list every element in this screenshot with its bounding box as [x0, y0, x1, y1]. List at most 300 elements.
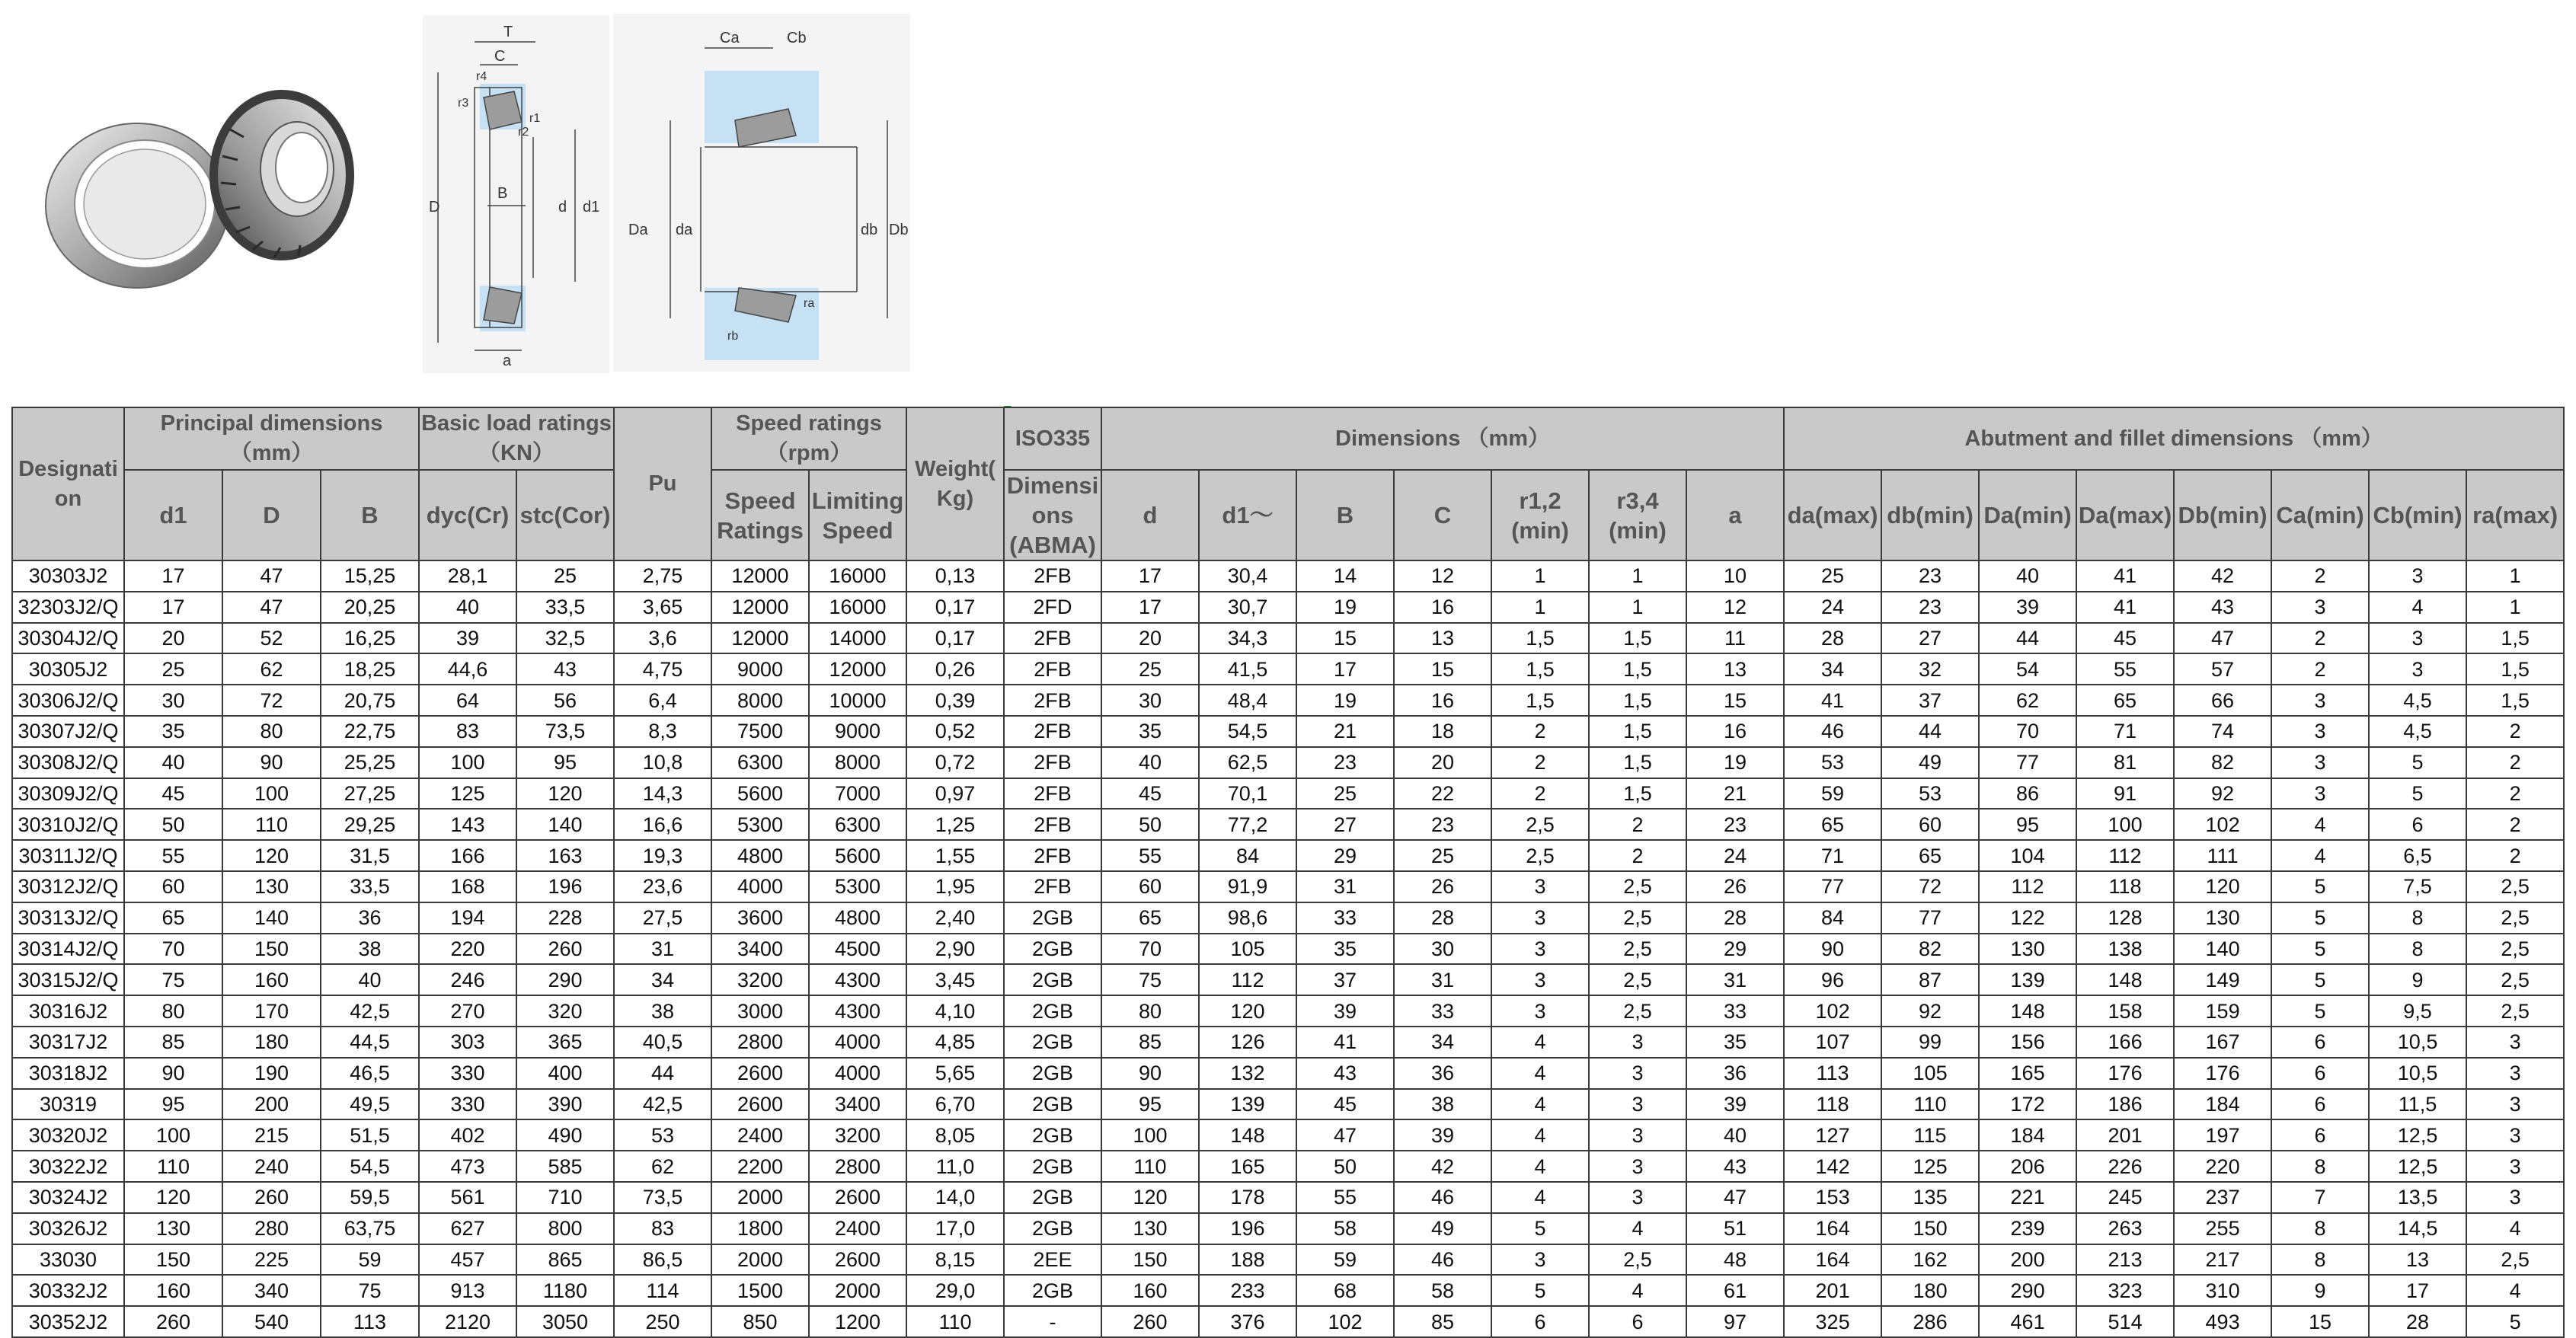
table-cell: 53: [1784, 747, 1881, 778]
table-cell: 2,5: [1589, 995, 1686, 1027]
table-cell: 18,25: [321, 653, 419, 685]
table-cell: 2FB: [1004, 653, 1101, 685]
table-cell: 4500: [809, 934, 906, 965]
table-cell: 2GB: [1004, 964, 1101, 995]
table-cell: 44,5: [321, 1027, 419, 1058]
table-cell: 29: [1686, 934, 1784, 965]
table-cell: 45: [1101, 778, 1199, 810]
table-row: [12, 995, 2564, 1027]
table-cell: 150: [222, 934, 321, 965]
table-cell: 80: [1101, 995, 1199, 1027]
table-cell: 5: [2369, 747, 2466, 778]
table-cell: 40: [419, 592, 516, 623]
table-cell: 77,2: [1199, 809, 1296, 840]
table-cell: 70: [1101, 934, 1199, 965]
table-cell: 35: [1686, 1027, 1784, 1058]
table-cell: 100: [222, 778, 321, 810]
table-cell: 14000: [809, 623, 906, 654]
table-cell: 71: [1784, 840, 1881, 871]
designation-cell: 30326J2: [12, 1213, 124, 1244]
table-cell: 2FD: [1004, 592, 1101, 623]
table-cell: 13,5: [2369, 1182, 2466, 1213]
table-cell: 44: [1979, 623, 2076, 654]
table-cell: 23,6: [614, 871, 711, 902]
table-cell: 73,5: [614, 1182, 711, 1213]
table-cell: 27,5: [614, 902, 711, 934]
table-cell: 2,90: [906, 934, 1004, 965]
table-cell: 40: [1686, 1119, 1784, 1151]
table-cell: 6: [2271, 1119, 2369, 1151]
table-cell: 32,5: [516, 623, 614, 654]
table-cell: 5600: [809, 840, 906, 871]
table-cell: 27,25: [321, 778, 419, 810]
table-cell: 60: [124, 871, 222, 902]
table-cell: 92: [1881, 995, 1979, 1027]
table-cell: 112: [1199, 964, 1296, 995]
table-cell: 4000: [711, 871, 809, 902]
table-cell: 10,8: [614, 747, 711, 778]
tapered-roller-bearing-icon: [30, 84, 366, 305]
table-cell: 90: [1784, 934, 1881, 965]
table-cell: 113: [1784, 1058, 1881, 1089]
subheader-r12: r1,2 (min): [1491, 470, 1589, 560]
table-cell: 2: [2466, 840, 2564, 871]
table-cell: 10000: [809, 685, 906, 716]
table-cell: 70,1: [1199, 778, 1296, 810]
table-cell: 2FB: [1004, 685, 1101, 716]
designation-cell: 30332J2: [12, 1275, 124, 1306]
table-cell: 120: [516, 778, 614, 810]
table-cell: 4: [2271, 809, 2369, 840]
designation-cell: 30317J2: [12, 1027, 124, 1058]
table-cell: 55: [1296, 1182, 1394, 1213]
table-cell: 83: [419, 716, 516, 747]
table-cell: 585: [516, 1151, 614, 1182]
table-cell: 20,25: [321, 592, 419, 623]
table-cell: 139: [1199, 1089, 1296, 1120]
table-cell: 41: [1296, 1027, 1394, 1058]
table-cell: 20,75: [321, 685, 419, 716]
table-cell: 2GB: [1004, 1027, 1101, 1058]
table-cell: 5: [2271, 964, 2369, 995]
table-cell: 263: [2076, 1213, 2174, 1244]
table-cell: 95: [124, 1089, 222, 1120]
table-cell: 260: [1101, 1306, 1199, 1337]
table-cell: 43: [1686, 1151, 1784, 1182]
table-cell: 220: [419, 934, 516, 965]
table-cell: 2FB: [1004, 778, 1101, 810]
table-cell: 7,5: [2369, 871, 2466, 902]
table-cell: 65: [2076, 685, 2174, 716]
table-row: [12, 902, 2564, 934]
table-cell: 170: [222, 995, 321, 1027]
table-cell: 130: [222, 871, 321, 902]
table-cell: 160: [1101, 1275, 1199, 1306]
table-cell: 172: [1979, 1089, 2076, 1120]
table-cell: 20: [1394, 747, 1491, 778]
table-cell: 310: [2174, 1275, 2271, 1306]
header-speed-ratings: Speed ratings （rpm）: [711, 407, 906, 470]
table-cell: 50: [1101, 809, 1199, 840]
table-cell: 221: [1979, 1182, 2076, 1213]
table-cell: 156: [1979, 1027, 2076, 1058]
table-cell: 153: [1784, 1182, 1881, 1213]
table-cell: 63,75: [321, 1213, 419, 1244]
designation-cell: 30313J2/Q: [12, 902, 124, 934]
subheader-da-max: da(max): [1784, 470, 1881, 560]
table-cell: 148: [2076, 964, 2174, 995]
table-cell: 4: [1491, 1058, 1589, 1089]
table-cell: 28: [2369, 1306, 2466, 1337]
table-cell: 12000: [711, 560, 809, 592]
table-cell: 1180: [516, 1275, 614, 1306]
subheader-db-min: db(min): [1881, 470, 1979, 560]
table-cell: 240: [222, 1151, 321, 1182]
table-cell: 34: [614, 964, 711, 995]
table-cell: 16: [1686, 716, 1784, 747]
table-cell: 2: [2466, 747, 2564, 778]
table-cell: 2600: [711, 1058, 809, 1089]
table-cell: 16000: [809, 560, 906, 592]
diagram-label: r3: [458, 97, 469, 110]
table-cell: 184: [2174, 1089, 2271, 1120]
table-cell: 59: [1296, 1244, 1394, 1276]
table-cell: 3600: [711, 902, 809, 934]
table-cell: 73,5: [516, 716, 614, 747]
table-cell: 2400: [809, 1213, 906, 1244]
table-cell: 2FB: [1004, 560, 1101, 592]
diagram-label: da: [676, 222, 693, 238]
table-cell: 54: [1979, 653, 2076, 685]
table-cell: 3: [1589, 1119, 1686, 1151]
table-cell: 22,75: [321, 716, 419, 747]
table-cell: 330: [419, 1058, 516, 1089]
table-cell: 43: [2174, 592, 2271, 623]
table-cell: 23: [1686, 809, 1784, 840]
table-cell: 102: [2174, 809, 2271, 840]
table-cell: -: [1004, 1306, 1101, 1337]
table-cell: 17: [124, 560, 222, 592]
diagram-label: Da: [628, 222, 648, 238]
table-cell: 627: [419, 1213, 516, 1244]
table-cell: 6,5: [2369, 840, 2466, 871]
table-cell: 2: [2466, 809, 2564, 840]
table-cell: 2GB: [1004, 1275, 1101, 1306]
table-cell: 4800: [809, 902, 906, 934]
table-cell: 2FB: [1004, 716, 1101, 747]
table-cell: 23: [1881, 560, 1979, 592]
table-cell: 42,5: [614, 1089, 711, 1120]
table-cell: 62,5: [1199, 747, 1296, 778]
table-row: [12, 778, 2564, 810]
table-cell: 57: [2174, 653, 2271, 685]
table-cell: 9,5: [2369, 995, 2466, 1027]
table-cell: 3: [1589, 1182, 1686, 1213]
table-cell: 150: [1101, 1244, 1199, 1276]
table-cell: 178: [1199, 1182, 1296, 1213]
table-cell: 82: [2174, 747, 2271, 778]
designation-cell: 33030: [12, 1244, 124, 1276]
table-cell: 164: [1784, 1213, 1881, 1244]
table-cell: 32: [1881, 653, 1979, 685]
table-cell: 3: [2466, 1058, 2564, 1089]
designation-cell: 30320J2: [12, 1119, 124, 1151]
table-cell: 45: [2076, 623, 2174, 654]
table-cell: 68: [1296, 1275, 1394, 1306]
designation-cell: 30311J2/Q: [12, 840, 124, 871]
table-cell: 100: [419, 747, 516, 778]
table-cell: 2600: [809, 1244, 906, 1276]
table-cell: 29: [1296, 840, 1394, 871]
table-cell: 3: [2466, 1182, 2564, 1213]
table-cell: 176: [2174, 1058, 2271, 1089]
subheader-Da-min: Da(min): [1979, 470, 2076, 560]
diagram-label: r4: [476, 70, 487, 83]
table-cell: 4: [1589, 1213, 1686, 1244]
table-cell: 1,5: [1589, 685, 1686, 716]
table-cell: 3,65: [614, 592, 711, 623]
designation-cell: 30322J2: [12, 1151, 124, 1182]
table-cell: 24: [1686, 840, 1784, 871]
table-row: [12, 809, 2564, 840]
subheader-r34: r3,4 (min): [1589, 470, 1686, 560]
table-cell: 55: [1101, 840, 1199, 871]
table-cell: 86,5: [614, 1244, 711, 1276]
table-cell: 2: [2271, 653, 2369, 685]
table-cell: 166: [2076, 1027, 2174, 1058]
table-cell: 128: [2076, 902, 2174, 934]
table-cell: 17,0: [906, 1213, 1004, 1244]
table-cell: 8: [2369, 902, 2466, 934]
table-cell: 6,70: [906, 1089, 1004, 1120]
table-cell: 2800: [809, 1151, 906, 1182]
table-cell: 75: [321, 1275, 419, 1306]
table-cell: 490: [516, 1119, 614, 1151]
table-cell: 2GB: [1004, 995, 1101, 1027]
table-cell: 1800: [711, 1213, 809, 1244]
table-cell: 31: [1394, 964, 1491, 995]
subheader-iso-dimensions: Dimensi ons (ABMA): [1004, 470, 1101, 560]
subheader-speed-ratings: Speed Ratings: [711, 470, 809, 560]
table-cell: 99: [1881, 1027, 1979, 1058]
table-cell: 130: [1979, 934, 2076, 965]
table-cell: 83: [614, 1213, 711, 1244]
table-cell: 90: [124, 1058, 222, 1089]
table-cell: 39: [1686, 1089, 1784, 1120]
table-cell: 58: [1296, 1213, 1394, 1244]
table-cell: 47: [222, 592, 321, 623]
header-principal-dimensions: Principal dimensions （mm）: [124, 407, 419, 470]
bearing-photo: [30, 84, 366, 305]
table-cell: 2FB: [1004, 747, 1101, 778]
table-cell: 4300: [809, 964, 906, 995]
table-cell: 3400: [809, 1089, 906, 1120]
table-cell: 81: [2076, 747, 2174, 778]
table-cell: 28: [1394, 902, 1491, 934]
table-cell: 8,05: [906, 1119, 1004, 1151]
table-cell: 64: [419, 685, 516, 716]
table-cell: 110: [124, 1151, 222, 1182]
table-cell: 59: [321, 1244, 419, 1276]
table-cell: 250: [614, 1306, 711, 1337]
table-cell: 102: [1296, 1306, 1394, 1337]
table-cell: 142: [1784, 1151, 1881, 1182]
table-cell: 65: [1101, 902, 1199, 934]
table-row: [12, 560, 2564, 592]
table-row: [12, 1275, 2564, 1306]
table-cell: 8: [2271, 1213, 2369, 1244]
table-cell: 38: [614, 995, 711, 1027]
table-cell: 110: [1101, 1151, 1199, 1182]
bearing-mounting-diagram-right: [613, 14, 910, 372]
table-cell: 0,39: [906, 685, 1004, 716]
subheader-dyc: dyc(Cr): [419, 470, 516, 560]
table-cell: 4: [1491, 1119, 1589, 1151]
table-cell: 65: [1784, 809, 1881, 840]
table-cell: 86: [1979, 778, 2076, 810]
table-cell: 167: [2174, 1027, 2271, 1058]
table-cell: 80: [124, 995, 222, 1027]
subheader-Da-max: Da(max): [2076, 470, 2174, 560]
table-cell: 4: [2466, 1213, 2564, 1244]
table-cell: 12000: [809, 653, 906, 685]
table-cell: 2GB: [1004, 902, 1101, 934]
diagram-label: d1: [583, 199, 600, 216]
header-iso335: ISO335: [1004, 407, 1101, 470]
table-cell: 4: [1491, 1089, 1589, 1120]
table-cell: 2,5: [2466, 934, 2564, 965]
table-cell: 95: [1101, 1089, 1199, 1120]
table-cell: 5300: [809, 871, 906, 902]
table-cell: 148: [1199, 1119, 1296, 1151]
table-cell: 2,5: [1589, 1244, 1686, 1276]
table-cell: 8: [2369, 934, 2466, 965]
table-cell: 25: [1784, 560, 1881, 592]
table-cell: 56: [516, 685, 614, 716]
table-cell: 35: [124, 716, 222, 747]
table-cell: 75: [1101, 964, 1199, 995]
table-cell: 34: [1784, 653, 1881, 685]
table-cell: 50: [1296, 1151, 1394, 1182]
table-cell: 0,97: [906, 778, 1004, 810]
table-cell: 330: [419, 1089, 516, 1120]
table-cell: 1200: [809, 1306, 906, 1337]
table-cell: 114: [614, 1275, 711, 1306]
subheader-a: a: [1686, 470, 1784, 560]
table-cell: 0,13: [906, 560, 1004, 592]
table-cell: 340: [222, 1275, 321, 1306]
table-cell: 150: [1881, 1213, 1979, 1244]
table-cell: 2FB: [1004, 871, 1101, 902]
table-cell: 26: [1686, 871, 1784, 902]
table-cell: 33: [1296, 902, 1394, 934]
table-cell: 91,9: [1199, 871, 1296, 902]
table-cell: 5: [1491, 1213, 1589, 1244]
table-row: [12, 1089, 2564, 1120]
designation-cell: 30314J2/Q: [12, 934, 124, 965]
table-cell: 5600: [711, 778, 809, 810]
table-cell: 25: [124, 653, 222, 685]
table-cell: 3050: [516, 1306, 614, 1337]
table-cell: 8000: [711, 685, 809, 716]
table-cell: 100: [2076, 809, 2174, 840]
header-designation: Designati on: [12, 407, 124, 560]
table-cell: 47: [1296, 1119, 1394, 1151]
table-row: [12, 747, 2564, 778]
table-cell: 514: [2076, 1306, 2174, 1337]
table-cell: 5: [2369, 778, 2466, 810]
table-cell: 260: [222, 1182, 321, 1213]
table-cell: 49,5: [321, 1089, 419, 1120]
subheader-Ca-min: Ca(min): [2271, 470, 2369, 560]
table-cell: 2: [1491, 747, 1589, 778]
table-cell: 84: [1784, 902, 1881, 934]
table-cell: 2000: [711, 1182, 809, 1213]
table-cell: 2,5: [1589, 964, 1686, 995]
table-cell: 3: [1491, 964, 1589, 995]
designation-cell: 30319: [12, 1089, 124, 1120]
table-cell: 561: [419, 1182, 516, 1213]
table-cell: 27: [1881, 623, 1979, 654]
diagram-label: ra: [804, 297, 815, 310]
table-cell: 3: [2271, 716, 2369, 747]
table-cell: 286: [1881, 1306, 1979, 1337]
table-cell: 160: [222, 964, 321, 995]
table-cell: 39: [1979, 592, 2076, 623]
table-cell: 49: [1881, 747, 1979, 778]
table-cell: 62: [222, 653, 321, 685]
table-cell: 38: [321, 934, 419, 965]
table-cell: 19,3: [614, 840, 711, 871]
table-cell: 25: [516, 560, 614, 592]
table-cell: 2,5: [1491, 840, 1589, 871]
table-cell: 3: [1491, 1244, 1589, 1276]
table-cell: 913: [419, 1275, 516, 1306]
table-cell: 11,0: [906, 1151, 1004, 1182]
designation-cell: 30304J2/Q: [12, 623, 124, 654]
table-cell: 4: [1491, 1151, 1589, 1182]
table-cell: 9: [2271, 1275, 2369, 1306]
table-cell: 213: [2076, 1244, 2174, 1276]
table-cell: 7500: [711, 716, 809, 747]
table-cell: 51,5: [321, 1119, 419, 1151]
table-cell: 290: [516, 964, 614, 995]
table-cell: 12: [1394, 560, 1491, 592]
table-cell: 95: [516, 747, 614, 778]
table-cell: 2: [2466, 716, 2564, 747]
table-cell: 107: [1784, 1027, 1881, 1058]
table-cell: 140: [516, 809, 614, 840]
table-cell: 120: [1101, 1182, 1199, 1213]
table-cell: 237: [2174, 1182, 2271, 1213]
table-cell: 90: [1101, 1058, 1199, 1089]
table-cell: 42: [2174, 560, 2271, 592]
table-cell: 100: [1101, 1119, 1199, 1151]
table-cell: 0,17: [906, 592, 1004, 623]
table-cell: 800: [516, 1213, 614, 1244]
table-cell: 233: [1199, 1275, 1296, 1306]
table-cell: 159: [2174, 995, 2271, 1027]
table-cell: 41,5: [1199, 653, 1296, 685]
table-cell: 51: [1686, 1213, 1784, 1244]
subheader-d1-approx: d1～: [1199, 470, 1296, 560]
table-cell: 71: [2076, 716, 2174, 747]
table-cell: 43: [516, 653, 614, 685]
table-cell: 139: [1979, 964, 2076, 995]
table-cell: 1,5: [1589, 747, 1686, 778]
table-cell: 54,5: [321, 1151, 419, 1182]
diagram-label: Cb: [787, 30, 807, 46]
